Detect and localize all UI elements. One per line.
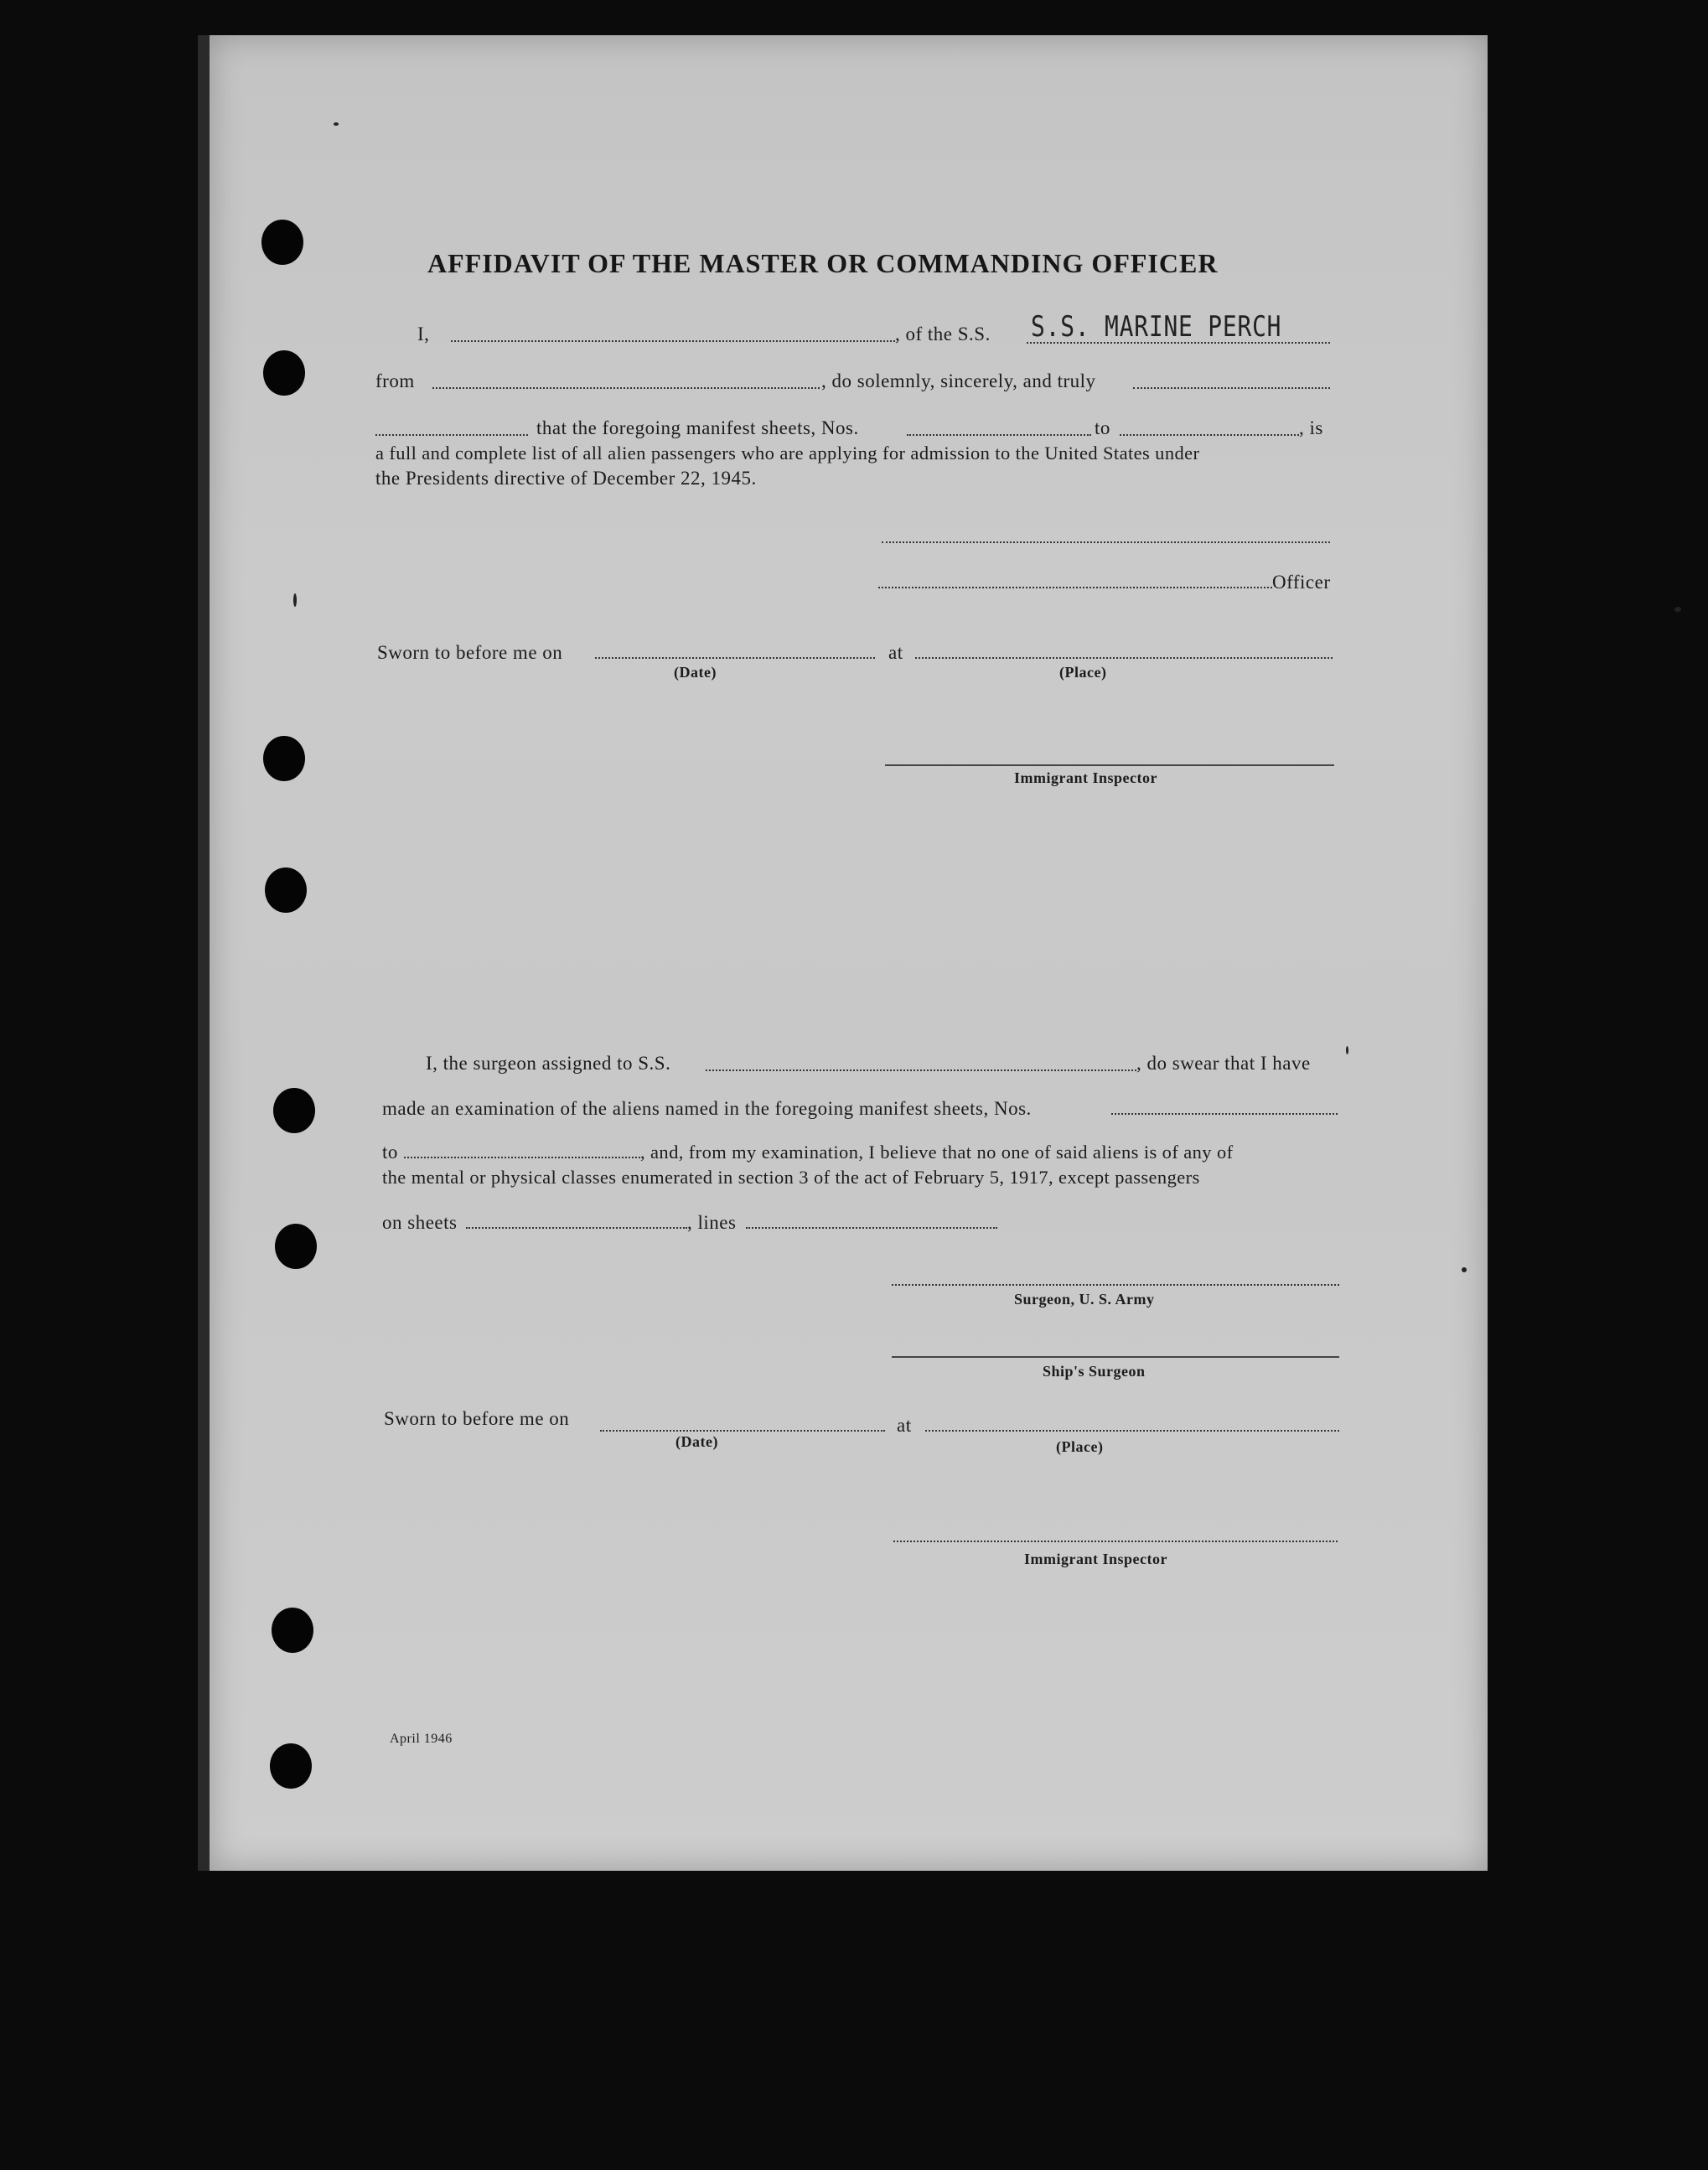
surgeon-sheets: on sheets [382, 1212, 458, 1233]
ship-surgeon-label: Ship's Surgeon [1043, 1363, 1146, 1380]
binder-hole [273, 1088, 315, 1133]
surgeon-line2: made an examination of the aliens named in the foregoing manifest sheets, Nos. [382, 1098, 1032, 1119]
surgeon-at: at [897, 1415, 912, 1436]
master-line4: a full and complete list of all alien passengers who are applying for admission to the United States under [375, 443, 1200, 464]
master-at: at [888, 642, 903, 663]
affidavit-page [210, 35, 1488, 1871]
master-swear: , do solemnly, sincerely, and truly [821, 370, 1096, 391]
scan-speck [1346, 1046, 1348, 1054]
army-surgeon-line [892, 1284, 1339, 1286]
surgeon-inspector-line [893, 1541, 1338, 1542]
master-is: , is [1299, 417, 1323, 438]
ship-surgeon-line [892, 1356, 1339, 1358]
scan-speck [1674, 607, 1681, 612]
surgeon-date-line [600, 1430, 885, 1432]
verb-line [375, 434, 528, 436]
swear-line [1133, 387, 1330, 389]
surgeon-lines-line [746, 1227, 997, 1229]
from-line [432, 387, 820, 389]
master-date-label: (Date) [674, 664, 717, 681]
master-to: to [1095, 417, 1110, 438]
surgeon-line1-b: , do swear that I have [1136, 1053, 1311, 1074]
surgeon-date-label: (Date) [675, 1433, 718, 1450]
binder-hole [265, 867, 307, 913]
surgeon-ship-line [706, 1069, 1136, 1071]
surgeon-lines: , lines [687, 1212, 737, 1233]
binder-hole [270, 1743, 312, 1789]
surgeon-nos-line [1111, 1113, 1338, 1115]
surgeon-line1-a: I, the surgeon assigned to S.S. [426, 1053, 671, 1074]
binder-hole [263, 350, 305, 396]
surgeon-sworn: Sworn to before me on [384, 1408, 570, 1429]
scan-speck [1462, 1267, 1467, 1272]
officer-signature-line [878, 587, 1272, 588]
master-foregoing: that the foregoing manifest sheets, Nos. [536, 417, 859, 438]
surgeon-line4: the mental or physical classes enumerated in section 3 of the act of February 5, 1917, except passengers [382, 1167, 1200, 1188]
surgeon-to-line [404, 1157, 640, 1158]
nos-to-line [1120, 434, 1299, 436]
binder-hole [263, 736, 305, 781]
master-i: I, [417, 324, 430, 344]
master-place-line [915, 657, 1333, 659]
form-date: April 1946 [390, 1732, 453, 1746]
nos-from-line [907, 434, 1091, 436]
master-name-line [451, 340, 895, 342]
ship-name: S.S. MARINE PERCH [1031, 310, 1282, 344]
surgeon-sheets-line [466, 1227, 687, 1229]
master-of-ss: , of the S.S. [895, 324, 991, 344]
binder-hole [261, 220, 303, 265]
master-inspector-line [885, 764, 1334, 766]
binder-hole [275, 1224, 317, 1269]
signature-line-1 [882, 541, 1330, 543]
binder-hole [272, 1608, 313, 1653]
master-date-line [595, 657, 875, 659]
master-place-label: (Place) [1059, 664, 1107, 681]
surgeon-inspector-label: Immigrant Inspector [1024, 1551, 1167, 1567]
master-from: from [375, 370, 415, 391]
master-line5: the Presidents directive of December 22, 1945. [375, 468, 757, 489]
scan-speck [334, 122, 339, 126]
scan-speck [293, 593, 297, 607]
surgeon-to: to [382, 1142, 398, 1163]
surgeon-line3-rest: , and, from my examination, I believe that no one of said aliens is of any of [640, 1142, 1234, 1163]
master-inspector-label: Immigrant Inspector [1014, 769, 1157, 786]
surgeon-place-line [925, 1430, 1339, 1432]
master-sworn: Sworn to before me on [377, 642, 563, 663]
surgeon-place-label: (Place) [1056, 1438, 1104, 1455]
army-surgeon-label: Surgeon, U. S. Army [1014, 1291, 1155, 1308]
ship-name-line [1027, 342, 1330, 344]
officer-label: Officer [1272, 572, 1331, 593]
page-title: AFFIDAVIT OF THE MASTER OR COMMANDING OFFICER [427, 248, 1219, 278]
